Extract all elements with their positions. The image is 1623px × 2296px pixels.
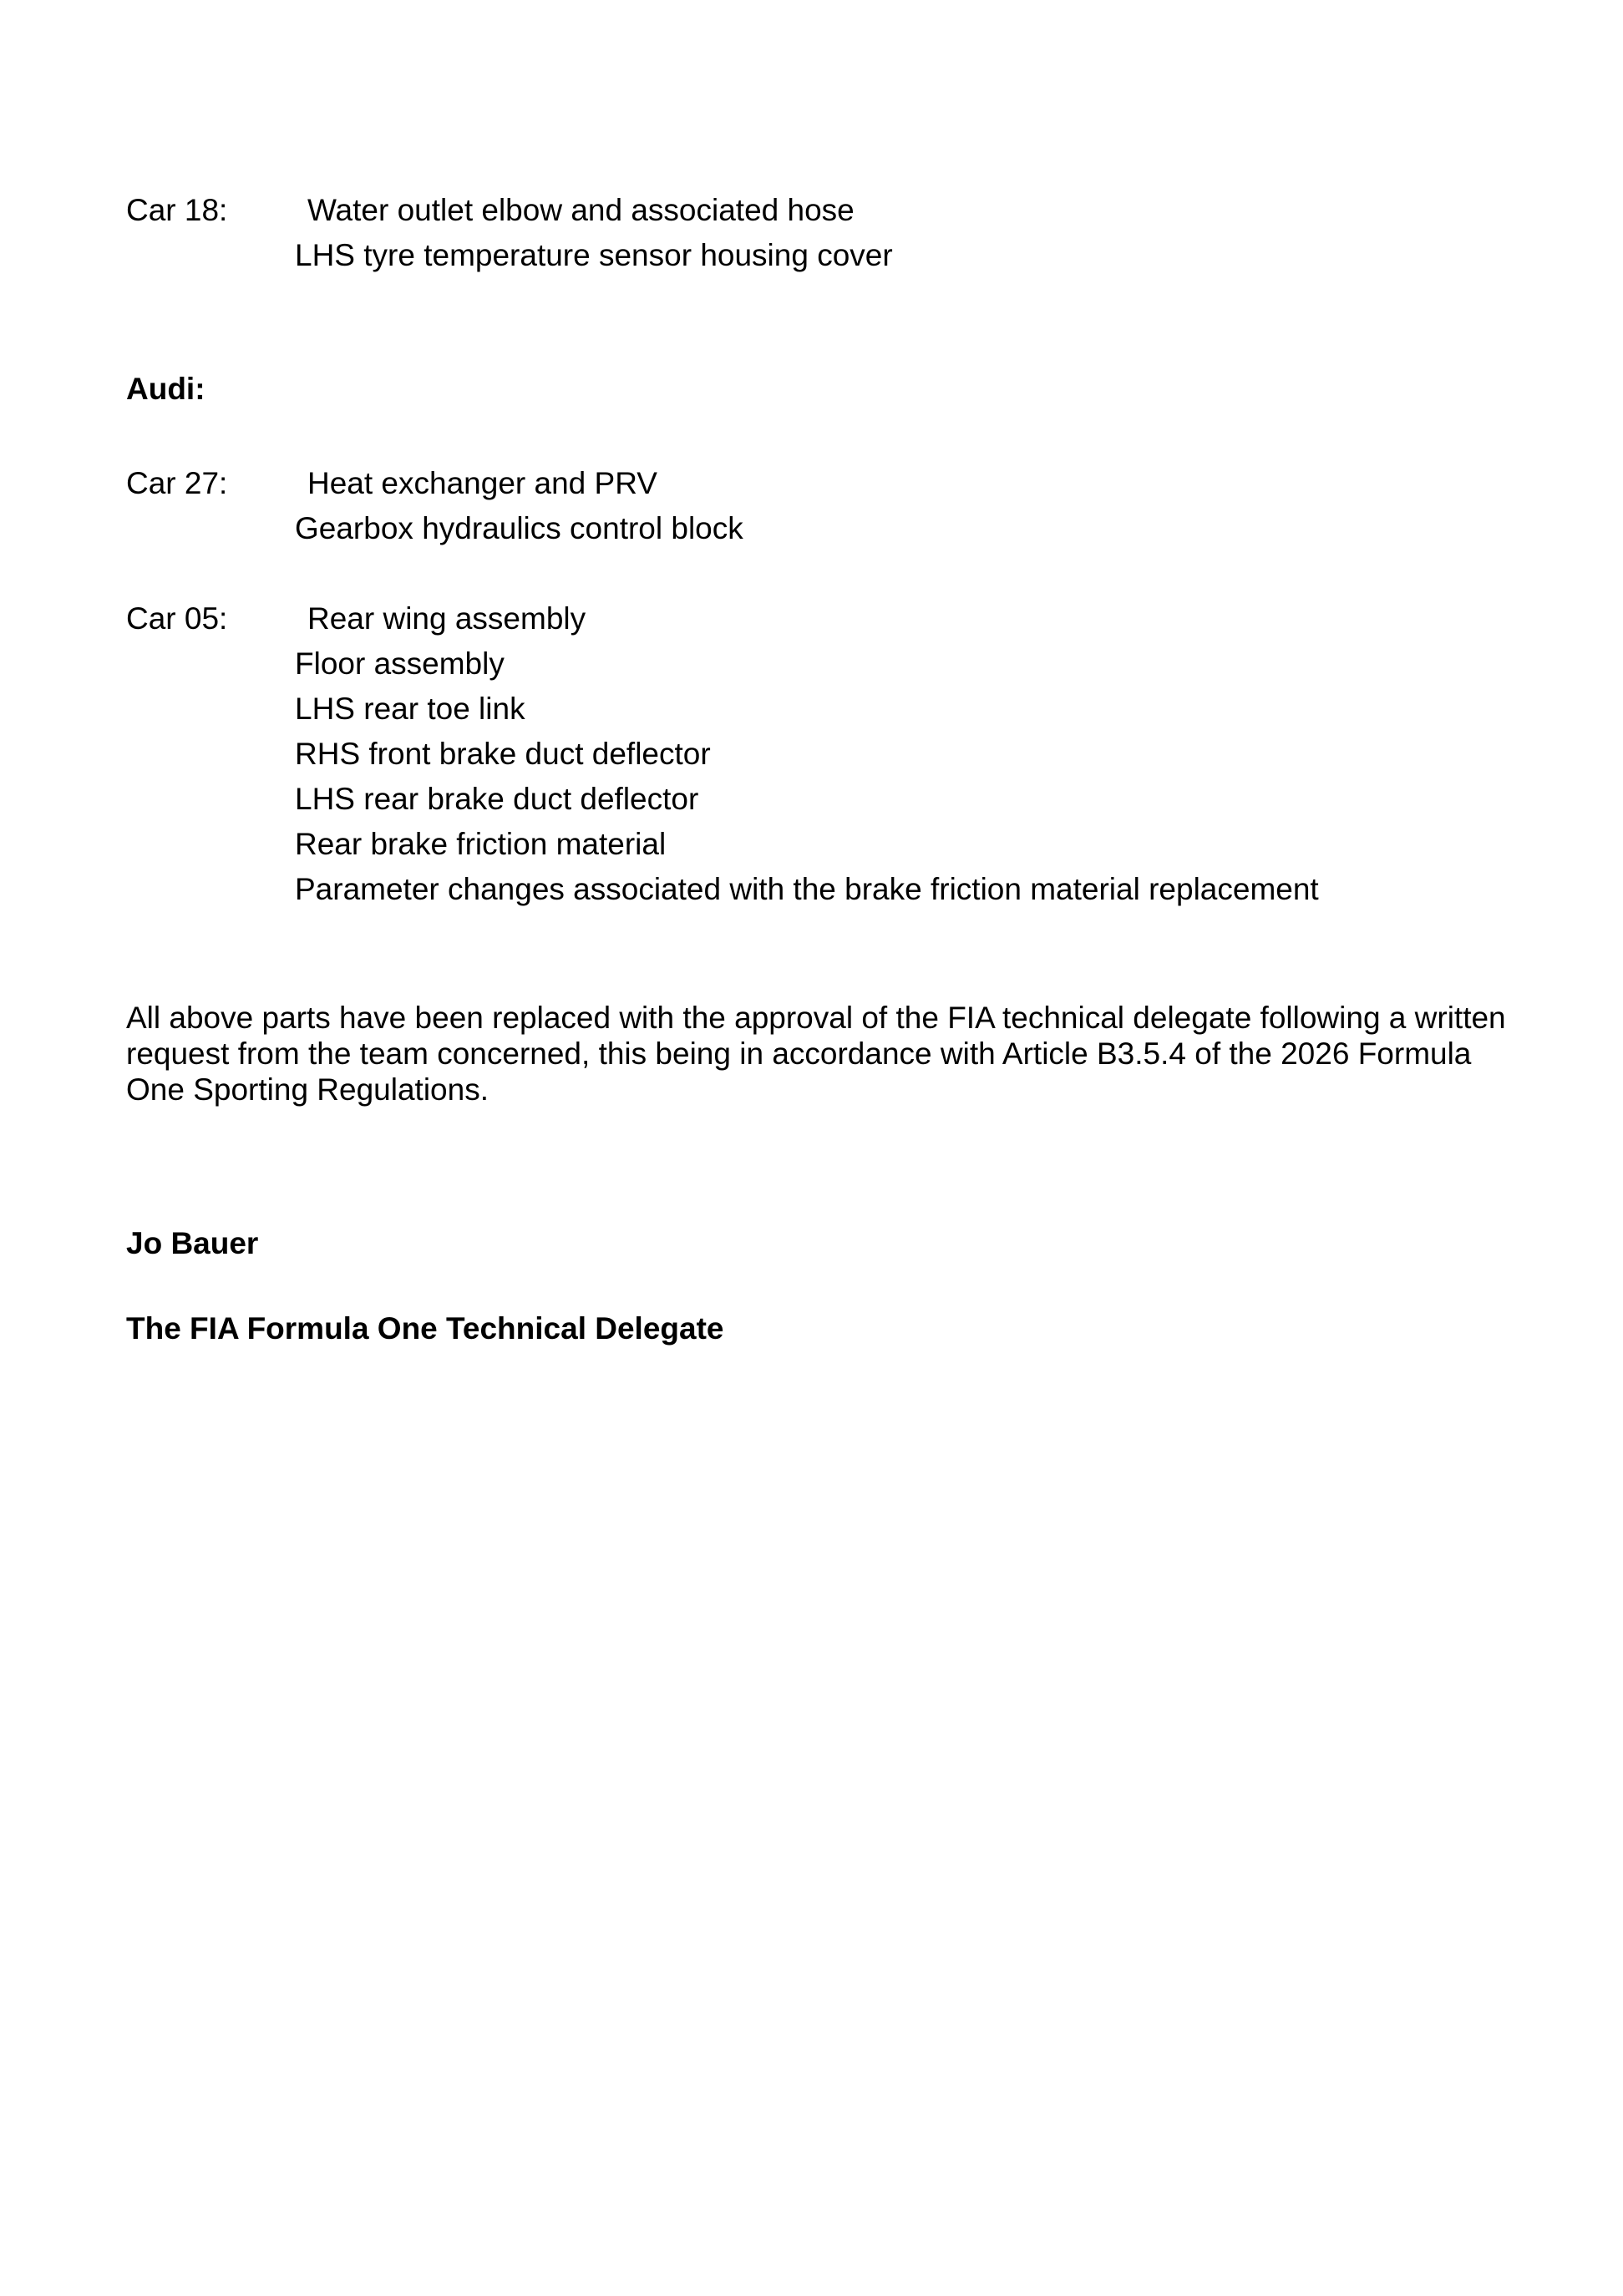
- closing-paragraph: [126, 1000, 1546, 1107]
- parts-list: [295, 461, 743, 551]
- signature-title: The FIA Formula One Technical Delegate: [126, 1311, 724, 1346]
- part-line: LHS rear brake duct deflector: [295, 782, 699, 816]
- car-section-18: [126, 188, 893, 278]
- part-line: RHS front brake duct deflector: [295, 737, 711, 771]
- part-line: LHS rear toe link: [295, 692, 525, 726]
- parts-list: [295, 596, 1319, 912]
- part-line: Gearbox hydraulics control block: [295, 511, 743, 545]
- part-line: Parameter changes associated with the brake friction material replacement: [295, 872, 1319, 906]
- part-line: Rear wing assembly: [307, 601, 586, 636]
- paragraph-line: request from the team concerned, this being in accordance with Article B3.5.4 of the 2026 Formula: [126, 1036, 1472, 1071]
- part-line: LHS tyre temperature sensor housing cover: [295, 238, 893, 272]
- paragraph-line: All above parts have been replaced with the approval of the FIA technical delegate following a written: [126, 1001, 1506, 1035]
- car-section-05: [126, 596, 1319, 912]
- part-line: Rear brake friction material: [295, 827, 667, 861]
- car-label: Car 18:: [126, 193, 228, 227]
- car-label: Car 27:: [126, 466, 228, 500]
- part-line: Floor assembly: [295, 646, 505, 681]
- car-section-27: [126, 461, 743, 551]
- team-heading: Audi:: [126, 372, 205, 406]
- signature-name: Jo Bauer: [126, 1226, 259, 1260]
- paragraph-line: One Sporting Regulations.: [126, 1072, 489, 1107]
- car-label: Car 05:: [126, 601, 228, 636]
- part-line: Heat exchanger and PRV: [307, 466, 657, 500]
- part-line: Water outlet elbow and associated hose: [307, 193, 855, 227]
- parts-list: [295, 188, 893, 278]
